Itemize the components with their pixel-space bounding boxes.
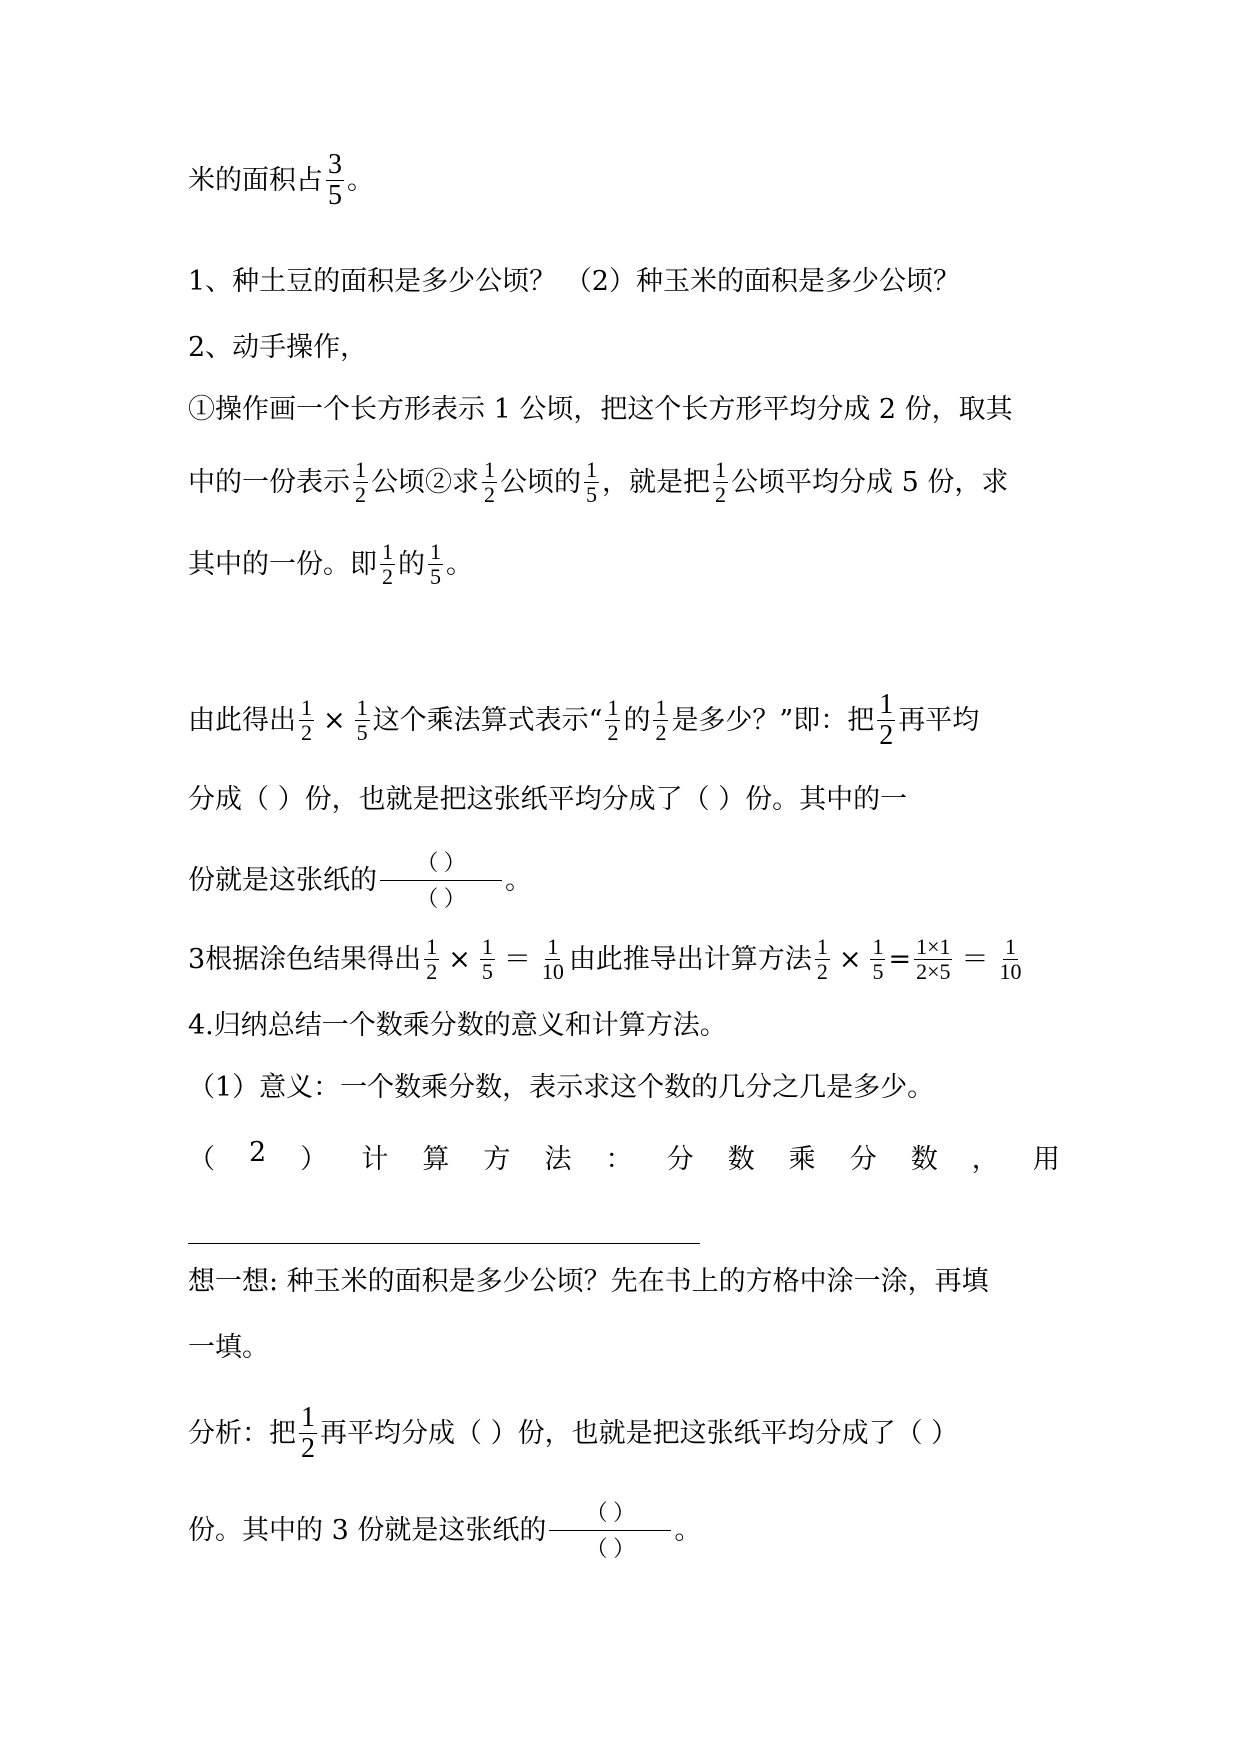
fraction: $\frac{1}{2}$	[382, 539, 393, 589]
fraction: $\frac{1}{5}$	[430, 539, 441, 589]
blank-fraction: $\frac{( )}{( )}$	[380, 845, 502, 916]
text: 份就是这张纸的	[188, 865, 377, 897]
char: 数	[910, 1144, 938, 1175]
char: 分	[849, 1144, 877, 1175]
fraction: $\frac{1}{5}$	[586, 457, 597, 507]
text: 米的面积占	[188, 165, 323, 197]
times-sign: ×	[323, 705, 346, 737]
text-line-12: （1）意义：一个数乘分数，表示求这个数的几分之几是多少。	[188, 1072, 935, 1103]
char: 乘	[788, 1144, 816, 1175]
equals-sign: =	[888, 943, 912, 975]
char: 2	[249, 1137, 267, 1168]
fraction: $\frac{1}{2}$	[484, 457, 495, 507]
fraction: $\frac{1}{2}$	[607, 695, 619, 746]
fraction: $\frac{1}{2}$	[879, 689, 894, 752]
text: 3根据涂色结果得出	[188, 943, 422, 975]
blank-fraction: $\frac{( )}{( )}$	[549, 1495, 671, 1566]
fraction: $\frac{1}{2}$	[655, 695, 667, 746]
text-line-13	[188, 1137, 1060, 1176]
times-sign: ×	[448, 943, 471, 975]
text-line-7	[188, 690, 979, 751]
char: ）	[300, 1144, 328, 1175]
text: 由此推导出计算方法	[568, 943, 812, 975]
fraction: $\frac{1}{2}$	[715, 457, 726, 507]
char: 分	[666, 1144, 694, 1175]
text: ，就是把	[602, 466, 710, 498]
fraction: $\frac{1}{2}$	[301, 1402, 315, 1465]
text: 由此得出	[188, 705, 296, 737]
times-sign: ×	[838, 943, 862, 975]
fraction: $\frac{1}{5}$	[872, 934, 884, 984]
text: 其中的一份。即	[188, 548, 377, 580]
text: 公顷的	[500, 466, 581, 498]
char: 方	[483, 1144, 511, 1175]
text-line-1	[188, 150, 374, 211]
char: 计	[361, 1144, 389, 1175]
text: 的	[623, 705, 651, 737]
text: 。	[446, 548, 473, 580]
text-line-3: 2、动手操作，	[188, 332, 368, 363]
text: 中的一份表示	[188, 466, 350, 498]
fraction: $\frac{1\times 1}{2\times 5}$	[916, 934, 951, 984]
text: 是多少？”即：把	[671, 705, 875, 737]
char: 算	[422, 1144, 450, 1175]
char: ：	[605, 1144, 633, 1175]
text: 。	[347, 165, 374, 197]
char: 数	[727, 1144, 755, 1175]
text: 公顷平均分成 5 份，求	[731, 466, 1009, 498]
fraction: $\frac{1}{2}$	[355, 457, 366, 507]
fraction: $\frac{1}{10}$	[999, 934, 1022, 984]
answer-blank-line	[188, 1243, 700, 1244]
fraction: $\frac{1}{2}$	[816, 934, 828, 984]
fraction: $\frac{3}{5}$	[328, 149, 342, 212]
text-line-10	[188, 935, 1026, 984]
text-line-9	[188, 845, 532, 916]
fraction: $\frac{1}{10}$	[541, 934, 564, 984]
text: 再平均分成（ ）份，也就是把这张纸平均分成了（ ）	[320, 1418, 959, 1450]
fraction: $\frac{1}{5}$	[481, 934, 493, 984]
char: （	[188, 1144, 215, 1175]
text: 的	[398, 548, 425, 580]
text-line-5	[188, 458, 1008, 507]
text: 公顷②求	[371, 466, 479, 498]
fraction: $\frac{1}{2}$	[426, 934, 438, 984]
equals-sign: ＝	[503, 943, 531, 975]
text-line-6	[188, 540, 473, 589]
text-line-2: 1、种土豆的面积是多少公顷？ （2）种玉米的面积是多少公顷？	[188, 266, 960, 297]
fraction: $\frac{1}{5}$	[356, 695, 368, 746]
text-line-15: 一填。	[188, 1332, 269, 1363]
text: 再平均	[898, 705, 980, 737]
equals-sign: ＝	[961, 943, 989, 975]
text: 。	[674, 1515, 702, 1547]
text: 这个乘法算式表示“	[372, 705, 603, 737]
char: 法	[544, 1144, 572, 1175]
text-line-11: 4.归纳总结一个数乘分数的意义和计算方法。	[188, 1010, 727, 1041]
char: ，	[971, 1144, 999, 1175]
text-line-17	[188, 1495, 701, 1566]
text: 。	[505, 865, 532, 897]
text: 分析：把	[188, 1418, 296, 1450]
fraction: $\frac{1}{2}$	[301, 695, 312, 746]
text-line-14: 想一想: 种玉米的面积是多少公顷？先在书上的方格中涂一涂，再填	[188, 1266, 989, 1297]
text-line-4: ①操作画一个长方形表示 1 公顷，把这个长方形平均分成 2 份，取其	[188, 394, 1013, 425]
char: 用	[1032, 1144, 1060, 1175]
text: 份。其中的 3 份就是这张纸的	[188, 1515, 547, 1547]
text-line-8: 分成（ ）份，也就是把这张纸平均分成了（ ）份。其中的一	[188, 784, 908, 815]
text-line-16	[188, 1403, 958, 1464]
